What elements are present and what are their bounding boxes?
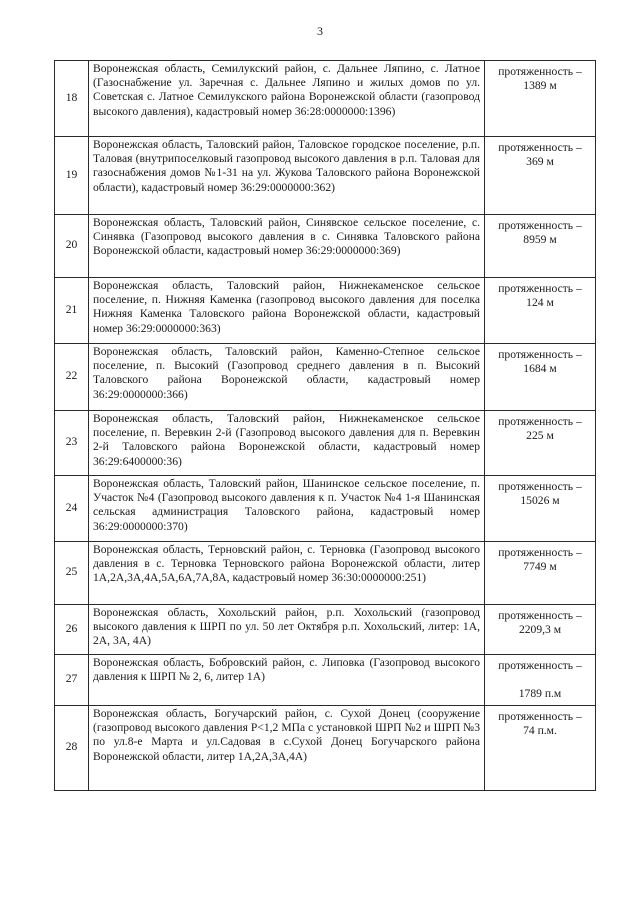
table-row [55,605,596,655]
length-value: 2209,3 м [518,623,562,637]
object-description: Воронежская область, Терновский район, с. Терновка (Газопровод высокого давления в с. Терновка Терновского района Воронежской области, литер 1А,2А,3А,4А,5А,6А,7А,8А, кадастровый номер 36:30:0000000:251) [89,542,485,605]
row-number: 22 [55,344,89,411]
row-number: 20 [55,215,89,278]
length-cell [485,137,596,215]
length-label: протяженность – [498,65,582,78]
length-cell [485,215,596,278]
object-description: Воронежская область, Хохольский район, р.п. Хохольский (газопровод высокого давления к ШРП по ул. 50 лет Октября р.п. Хохольский, литер: 1А, 2А, 3А, 4А) [89,605,485,655]
table-row [55,655,596,706]
object-description: Воронежская область, Таловский район, Шанинское сельское поселение, п. Участок №4 (Газопровод высокого давления к п. Участок №4 1-я Шанинская сельская администрация Таловского района, кадастровый номер 36:29:0000000:370) [89,476,485,542]
object-description: Воронежская область, Таловский район, Нижнекаменское сельское поселение, п. Нижняя Каменка (газопровод высокого давления для поселка Нижняя Каменка Таловского района Воронежской области, кадастровый номер 36:29:0000000:363) [89,278,485,344]
length-label: протяженность – [498,480,582,493]
length-value: 8959 м [523,233,557,247]
row-number: 19 [55,137,89,215]
length-label: протяженность – [498,415,582,428]
length-value: 7749 м [523,560,557,574]
row-number: 23 [55,411,89,476]
length-cell [485,278,596,344]
row-number: 24 [55,476,89,542]
length-value: 225 м [526,429,554,443]
object-description: Воронежская область, Таловский район, Синявское сельское поселение, с. Синявка (Газопровод высокого давления в с. Синявка Таловского района Воронежской области, кадастровый номер 36:29:0000000:369) [89,215,485,278]
length-label: протяженность – [498,282,582,295]
length-value: 369 м [526,155,554,169]
length-label: протяженность – [498,348,582,361]
object-description: Воронежская область, Таловский район, Нижнекаменское сельское поселение, п. Веревкин 2-й (Газопровод высокого давления для п. Веревкин 2-й Таловского района Воронежской области, кадастровый номер 36:29:6400000:36) [89,411,485,476]
table-row [55,706,596,791]
length-label: протяженность – [498,219,582,232]
length-value: 1789 п.м [518,687,562,701]
length-value: 1684 м [523,362,557,376]
row-number: 18 [55,61,89,137]
length-label: протяженность – [498,546,582,559]
table-row [55,61,596,137]
object-description: Воронежская область, Богучарский район, с. Сухой Донец (сооружение (газопровод высокого давления Р<1,2 МПа с установкой ШРП №2 и ШРП №3 по ул.8-е Марта и ул.Садовая в с.Сухой Донец Богучарского района Воронежской области, литер 1А,2А,3А,4А) [89,706,485,791]
length-cell [485,344,596,411]
table-row [55,278,596,344]
length-cell [485,655,596,706]
length-cell [485,706,596,791]
length-label: протяженность – [498,659,582,672]
gas-pipeline-registry-table [54,60,596,791]
length-cell [485,411,596,476]
length-value: 1389 м [523,79,557,93]
length-value: 74 п.м. [523,724,557,738]
table-row [55,344,596,411]
object-description: Воронежская область, Таловский район, Таловское городское поселение, р.п. Таловая (внутрипоселковый газопровод высокого давления в р.п. Таловая для газоснабжения домов №1-31 на ул. Жукова Таловского района Воронежской области), кадастровый номер 36:29:0000000:362) [89,137,485,215]
length-value: 124 м [526,296,554,310]
table-row [55,542,596,605]
length-cell [485,61,596,137]
table-row [55,476,596,542]
length-label: протяженность – [498,141,582,154]
object-description: Воронежская область, Семилукский район, с. Дальнее Ляпино, с. Латное (Газоснабжение ул. Заречная с. Дальнее Ляпино и жилых домов по ул. Советская с. Латное Семилукского района Воронежской области (газопровод высокого давления), кадастровый номер 36:28:0000000:1396) [89,61,485,137]
table-row [55,411,596,476]
row-number: 25 [55,542,89,605]
page-number: 3 [317,24,323,38]
table-row [55,137,596,215]
object-description: Воронежская область, Бобровский район, с. Липовка (Газопровод высокого давления к ШРП № 2, 6, литер 1А) [89,655,485,706]
row-number: 27 [55,655,89,706]
length-value: 15026 м [520,494,560,508]
row-number: 21 [55,278,89,344]
length-cell [485,476,596,542]
length-label: протяженность – [498,710,582,723]
row-number: 26 [55,605,89,655]
length-cell [485,542,596,605]
length-label: протяженность – [498,609,582,622]
table-row [55,215,596,278]
object-description: Воронежская область, Таловский район, Каменно-Степное сельское поселение, п. Высокий (Газопровод среднего давления в п. Высокий Таловского района Воронежской области, кадастровый номер 36:29:0000000:366) [89,344,485,411]
length-cell [485,605,596,655]
row-number: 28 [55,706,89,791]
